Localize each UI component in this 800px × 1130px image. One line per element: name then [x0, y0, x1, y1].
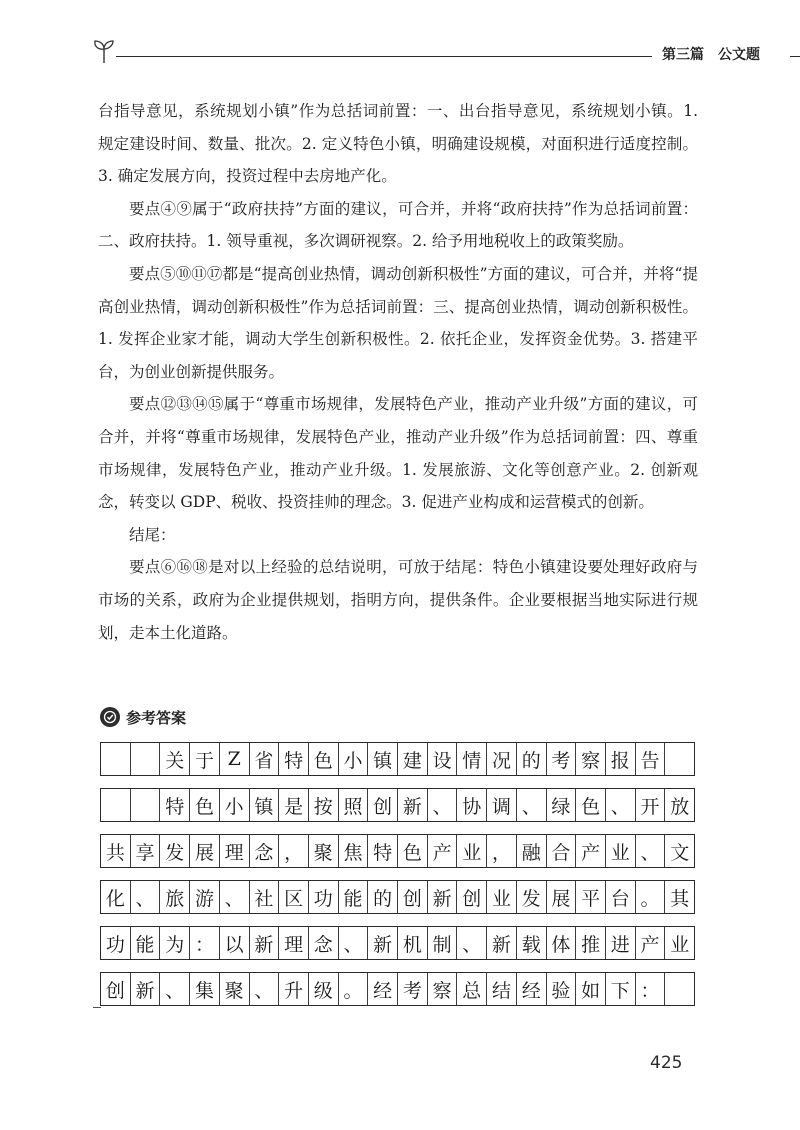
grid-cell: 集: [190, 973, 220, 1005]
grid-cell: [665, 973, 694, 1005]
paragraph-5: 结尾：: [129, 525, 176, 544]
grid-cell: [131, 789, 161, 821]
grid-cell: 为: [160, 927, 190, 959]
grid-row: [100, 742, 695, 776]
paragraph-4: 要点⑫⑬⑭⑮属于“尊重市场规律，发展特色产业，推动产业升级”方面的建议，可合并，并将“尊重市场规律，发展特色产业，推动产业升级”作为总括词前置：四、尊重市场规律，发展特色产业，推动产业升级。1. 发展旅游、文化等创意产业。2. 创新观念，转变以 GDP、税收、投资挂帅的理念。3. 促进产业构成和运营模式的创新。: [98, 395, 698, 512]
grid-cell: 业: [487, 881, 517, 913]
grid-cell: 业: [457, 835, 487, 867]
grid-cell: [101, 789, 131, 821]
grid-cell: 创: [368, 789, 398, 821]
grid-cell: 进: [606, 927, 636, 959]
grid-cell: 平: [576, 881, 606, 913]
grid-cell: 、: [457, 927, 487, 959]
header-rule-right: [790, 56, 800, 57]
page-number: 425: [650, 1053, 683, 1073]
grid-cell: 告: [636, 743, 666, 775]
grid-cell: 如: [576, 973, 606, 1005]
paragraph-6: 要点⑥⑯⑱是对以上经验的总结说明，可放于结尾：特色小镇建设要处理好政府与市场的关系，政府为企业提供规划，指明方向，提供条件。企业要根据当地实际进行规划，走本土化道路。: [98, 558, 698, 642]
grid-cell: 特: [160, 789, 190, 821]
grid-cell: 新: [398, 789, 428, 821]
grid-cell: 设: [428, 743, 458, 775]
grid-cell: 产: [636, 927, 666, 959]
grid-cell: 理: [279, 927, 309, 959]
grid-cell: 共: [101, 835, 131, 867]
grid-cell: 、: [220, 881, 250, 913]
grid-cell: 展: [547, 881, 577, 913]
grid-cell: 调: [487, 789, 517, 821]
grid-cell: 功: [101, 927, 131, 959]
grid-cell: 展: [190, 835, 220, 867]
grid-cell: 放: [670, 795, 690, 818]
grid-cell: 特: [368, 835, 398, 867]
grid-cell: 新: [131, 973, 161, 1005]
answer-title: 参考答案: [126, 708, 187, 727]
grid-cell: 报: [606, 743, 636, 775]
grid-cell: 、: [160, 973, 190, 1005]
grid-cell: 新: [250, 927, 280, 959]
grid-cell: 其: [670, 887, 690, 910]
grid-cell: 察: [428, 973, 458, 1005]
grid-cell: 体: [547, 927, 577, 959]
grid-cell: 。: [339, 973, 369, 1005]
grid-cell: [101, 743, 131, 775]
grid-cell: 创: [457, 881, 487, 913]
grid-cell: 建: [398, 743, 428, 775]
grid-cell: 镇: [250, 789, 280, 821]
grid-cell: 级: [309, 973, 339, 1005]
grid-cell: 享: [131, 835, 161, 867]
grid-cell: 升: [279, 973, 309, 1005]
grid-cell: 聚: [220, 973, 250, 1005]
paragraph-1: 台指导意见，系统规划小镇”作为总括词前置：一、出台指导意见，系统规划小镇。1. 规定建设时间、数量、批次。2. 定义特色小镇，明确建设规模，对面积进行适度控制。3. 确定发展方向，投资过程中去房地产化。: [98, 102, 698, 186]
grid-cell: 开: [636, 789, 666, 821]
grid-cell: 融: [517, 835, 547, 867]
grid-cell: 业: [606, 835, 636, 867]
grid-cell: 考: [547, 743, 577, 775]
grid-cell: 、: [606, 789, 636, 821]
grid-cell: 验: [547, 973, 577, 1005]
grid-cell: 特: [279, 743, 309, 775]
grid-cell: 是: [279, 789, 309, 821]
grid-cell: [131, 743, 161, 775]
grid-cell: 推: [576, 927, 606, 959]
grid-cell: 下: [606, 973, 636, 1005]
grid-cell: 镇: [368, 743, 398, 775]
grid-cell: 功: [309, 881, 339, 913]
grid-cell: 省: [250, 743, 280, 775]
grid-cell: 能: [339, 881, 369, 913]
grid-cell: 化: [101, 881, 131, 913]
grid-cell: 、: [517, 789, 547, 821]
header-rule-left: [116, 56, 652, 57]
grid-cell: 合: [547, 835, 577, 867]
grid-cell: 协: [457, 789, 487, 821]
grid-cell: 文: [670, 841, 690, 864]
margin-mark: [93, 1007, 101, 1008]
grid-cell: 况: [487, 743, 517, 775]
grid-cell: 、: [636, 835, 666, 867]
grid-cell: 游: [190, 881, 220, 913]
grid-cell: 情: [457, 743, 487, 775]
grid-cell: 聚: [309, 835, 339, 867]
grid-cell: 旅: [160, 881, 190, 913]
grid-cell: 的: [368, 881, 398, 913]
grid-cell: 载: [517, 927, 547, 959]
grid-cell: 新: [368, 927, 398, 959]
grid-cell: 念: [250, 835, 280, 867]
grid-cell: 按: [309, 789, 339, 821]
grid-cell: 总: [457, 973, 487, 1005]
grid-row: [100, 880, 695, 914]
grid-cell: 新: [428, 881, 458, 913]
grid-cell: 色: [309, 743, 339, 775]
grid-row: [100, 834, 695, 868]
grid-cell: 色: [576, 789, 606, 821]
answer-badge-icon: [100, 707, 120, 727]
grid-cell: 发: [517, 881, 547, 913]
grid-cell: 关: [160, 743, 190, 775]
grid-cell: 色: [190, 789, 220, 821]
analysis-body: [98, 95, 698, 649]
grid-cell: 产: [428, 835, 458, 867]
grid-cell: 的: [517, 743, 547, 775]
grid-cell: 业: [670, 933, 690, 956]
grid-cell: 机: [398, 927, 428, 959]
grid-cell: 能: [131, 927, 161, 959]
grid-cell: 念: [309, 927, 339, 959]
grid-cell: 创: [398, 881, 428, 913]
grid-cell: 以: [220, 927, 250, 959]
running-header: [90, 40, 790, 70]
grid-cell: 产: [576, 835, 606, 867]
grid-cell: 、: [131, 881, 161, 913]
grid-cell: 于: [190, 743, 220, 775]
grid-cell: 、: [250, 973, 280, 1005]
grid-cell: 结: [487, 973, 517, 1005]
grid-cell: 。: [636, 881, 666, 913]
grid-cell: ，: [279, 835, 309, 867]
grid-cell: [665, 743, 694, 775]
grid-row: [100, 926, 695, 960]
grid-row: [100, 972, 695, 1006]
answer-heading: [100, 704, 186, 730]
grid-cell: 焦: [339, 835, 369, 867]
grid-cell: 小: [339, 743, 369, 775]
section-title: 第三篇 公文题: [662, 47, 760, 63]
grid-cell: 绿: [547, 789, 577, 821]
paragraph-3: 要点⑤⑩⑪⑰都是“提高创业热情，调动创新积极性”方面的建议，可合并，并将“提高创业热情，调动创新积极性”作为总括词前置：三、提高创业热情，调动创新积极性。1. 发挥企业家才能，调动大学生创新积极性。2. 依托企业，发挥资金优势。3. 搭建平台，为创业创新提供服务。: [98, 264, 698, 381]
grid-cell: 区: [279, 881, 309, 913]
grid-cell: 察: [576, 743, 606, 775]
paragraph-2: 要点④⑨属于“政府扶持”方面的建议，可合并，并将“政府扶持”作为总括词前置：二、政府扶持。1. 领导重视，多次调研视察。2. 给予用地税收上的政策奖励。: [98, 199, 698, 251]
grid-cell: 制: [428, 927, 458, 959]
grid-cell: 发: [160, 835, 190, 867]
grid-cell: 社: [250, 881, 280, 913]
grid-cell: Z: [220, 743, 250, 775]
grid-cell: 考: [398, 973, 428, 1005]
grid-cell: 、: [339, 927, 369, 959]
grid-cell: 经: [517, 973, 547, 1005]
grid-cell: 新: [487, 927, 517, 959]
sprout-icon: [92, 38, 116, 68]
grid-cell: 理: [220, 835, 250, 867]
grid-cell: 经: [368, 973, 398, 1005]
grid-cell: ，: [487, 835, 517, 867]
grid-cell: 色: [398, 835, 428, 867]
grid-cell: 台: [606, 881, 636, 913]
grid-cell: 创: [101, 973, 131, 1005]
grid-row: [100, 788, 695, 822]
grid-cell: ：: [190, 927, 220, 959]
grid-cell: 照: [339, 789, 369, 821]
grid-cell: 、: [428, 789, 458, 821]
grid-cell: 小: [220, 789, 250, 821]
grid-cell: ：: [636, 973, 666, 1005]
